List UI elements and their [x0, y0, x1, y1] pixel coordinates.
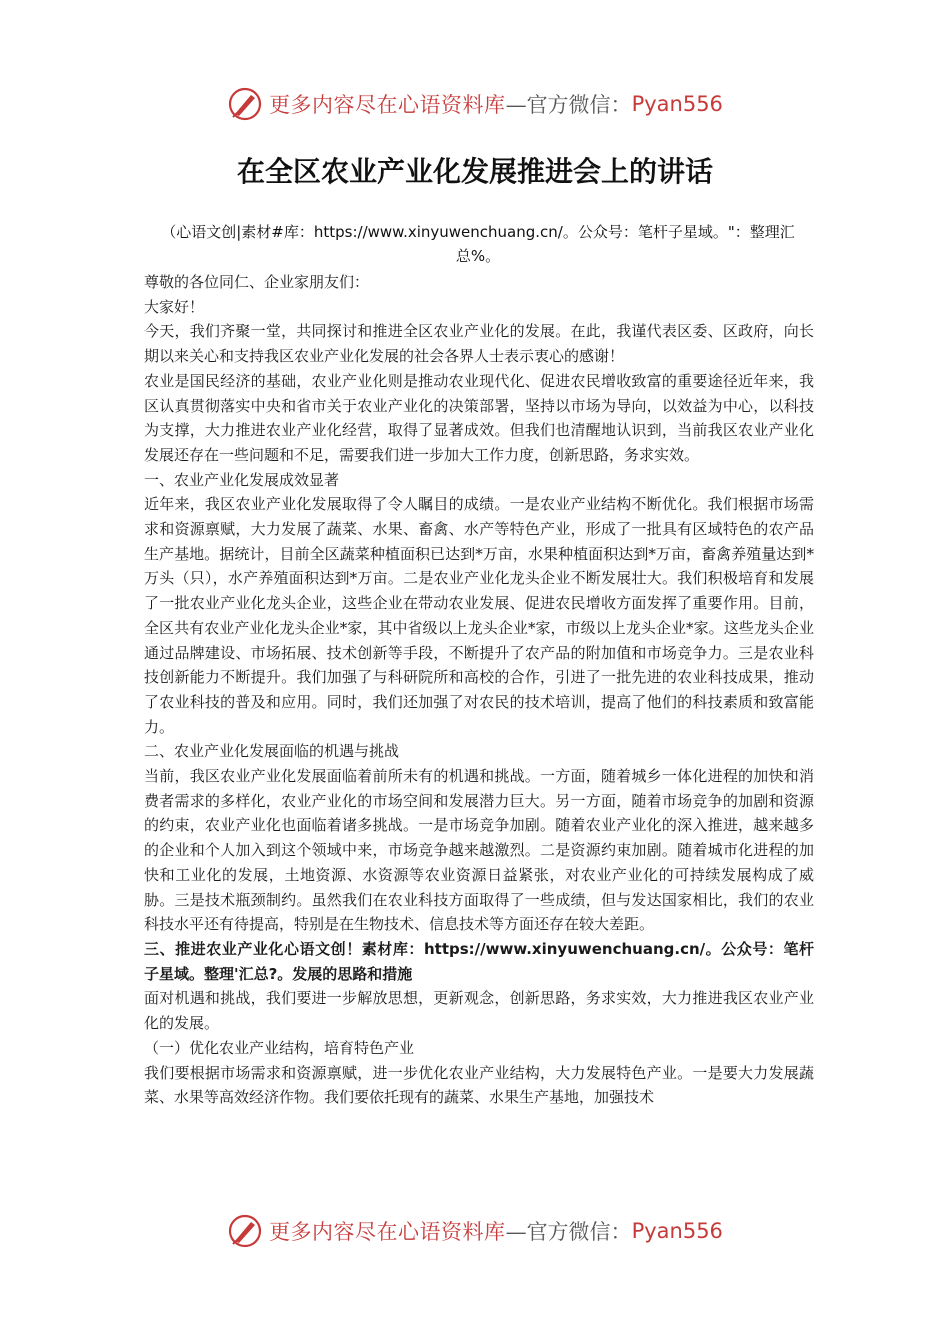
banner-wechat-id: Pyan556: [631, 92, 723, 116]
greeting: 大家好！: [144, 297, 205, 316]
banner-text: 更多内容尽在心语资料库: [269, 1220, 506, 1244]
subsection-heading: （一）优化农业产业结构，培育特色产业: [144, 1038, 415, 1057]
section-heading: 一、农业产业化发展成效显著: [144, 470, 340, 489]
paragraph: 农业是国民经济的基础，农业产业化则是推动农业现代化、促进农民增收致富的重要途径近年来，我区认真贯彻落实中央和省市关于农业产业化的决策部署，坚持以市场为导向，以效益为中心，以科技为支撑，大力推进农业产业化经营，取得了显著成效。但我们也清醒地认识到，当前我区农业产业化发展还存在一些问题和不足，需要我们进一步加大工作力度，创新思路，务求实效。: [144, 371, 814, 464]
banner-separator: —官方微信：: [505, 93, 632, 117]
salutation: 尊敬的各位同仁、企业家朋友们：: [144, 273, 370, 291]
banner-text: 更多内容尽在心语资料库: [269, 93, 506, 117]
paragraph: 近年来，我区农业产业化发展取得了令人瞩目的成绩。一是农业产业结构不断优化。我们根据市场需求和资源禀赋，大力发展了蔬菜、水果、畜禽、水产等特色产业，形成了一批具有区域特色的农产品生产基地。据统计，目前全区蔬菜种植面积已达到*万亩，水果种植面积达到*万亩，畜禽养殖量达到*万头（只），水产养殖面积达到*万亩。二是农业产业化龙头企业不断发展壮大。我们积极培育和发展了一批农业产业化龙头企业，这些企业在带动农业发展、促进农民增收方面发挥了重要作用。目前，全区共有农业产业化龙头企业*家，其中省级以上龙头企业*家，市级以上龙头企业*家。这些龙头企业通过品牌建设、市场拓展、技术创新等手段，不断提升了农产品的附加值和市场竞争力。三是农业科技创新能力不断提升。我们加强了与科研院所和高校的合作，引进了一批先进的农业科技成果，推动了农业科技的普及和应用。同时，我们还加强了对农民的技术培训，提高了他们的科技素质和致富能力。: [144, 495, 814, 736]
footer-banner: [0, 1209, 950, 1253]
document-body: [144, 270, 814, 1110]
header-banner: [0, 82, 950, 126]
paragraph: 今天，我们齐聚一堂，共同探讨和推进全区农业产业化的发展。在此，我谨代表区委、区政府，向长期以来关心和支持我区农业产业化发展的社会各界人士表示衷心的感谢！: [144, 322, 814, 366]
pen-circle-logo-icon: [227, 1213, 263, 1249]
paragraph: 面对机遇和挑战，我们要进一步解放思想，更新观念，创新思路，务求实效，大力推进我区农业产业化的发展。: [144, 989, 814, 1033]
paragraph: 当前，我区农业产业化发展面临着前所未有的机遇和挑战。一方面，随着城乡一体化进程的加快和消费者需求的多样化，农业产业化的市场空间和发展潜力巨大。另一方面，随着市场竞争的加剧和资源的约束，农业产业化也面临着诸多挑战。一是市场竞争加剧。随着农业产业化的深入推进，越来越多的企业和个人加入到这个领域中来，市场竞争越来越激烈。二是资源约束加剧。随着城市化进程的加快和工业化的发展，土地资源、水资源等农业资源日益紧张，对农业产业化的可持续发展构成了威胁。三是技术瓶颈制约。虽然我们在农业科技方面取得了一些成绩，但与发达国家相比，我们的农业科技水平还有待提高，特别是在生物技术、信息技术等方面还存在较大差距。: [144, 767, 814, 934]
banner-separator: —官方微信：: [505, 1220, 632, 1244]
paragraph: 我们要根据市场需求和资源禀赋，进一步优化农业产业结构，大力发展特色产业。一是要大力发展蔬菜、水果等高效经济作物。我们要依托现有的蔬菜、水果生产基地，加强技术: [144, 1063, 814, 1107]
section-heading-bold: 三、推进农业产业化心语文创！素材库：https://www.xinyuwenchuang.cn/。公众号：笔杆子星域。整理'汇总?。发展的思路和措施: [144, 939, 814, 983]
source-note: （心语文创|素材#库：https://www.xinyuwenchuang.cn/。公众号：笔杆子星域。"：整理汇总%。: [161, 223, 795, 265]
page-title: 在全区农业产业化发展推进会上的讲话: [236, 155, 713, 188]
banner-wechat-id: Pyan556: [631, 1219, 723, 1243]
pen-circle-logo-icon: [227, 86, 263, 122]
section-heading: 二、农业产业化发展面临的机遇与挑战: [144, 742, 400, 761]
